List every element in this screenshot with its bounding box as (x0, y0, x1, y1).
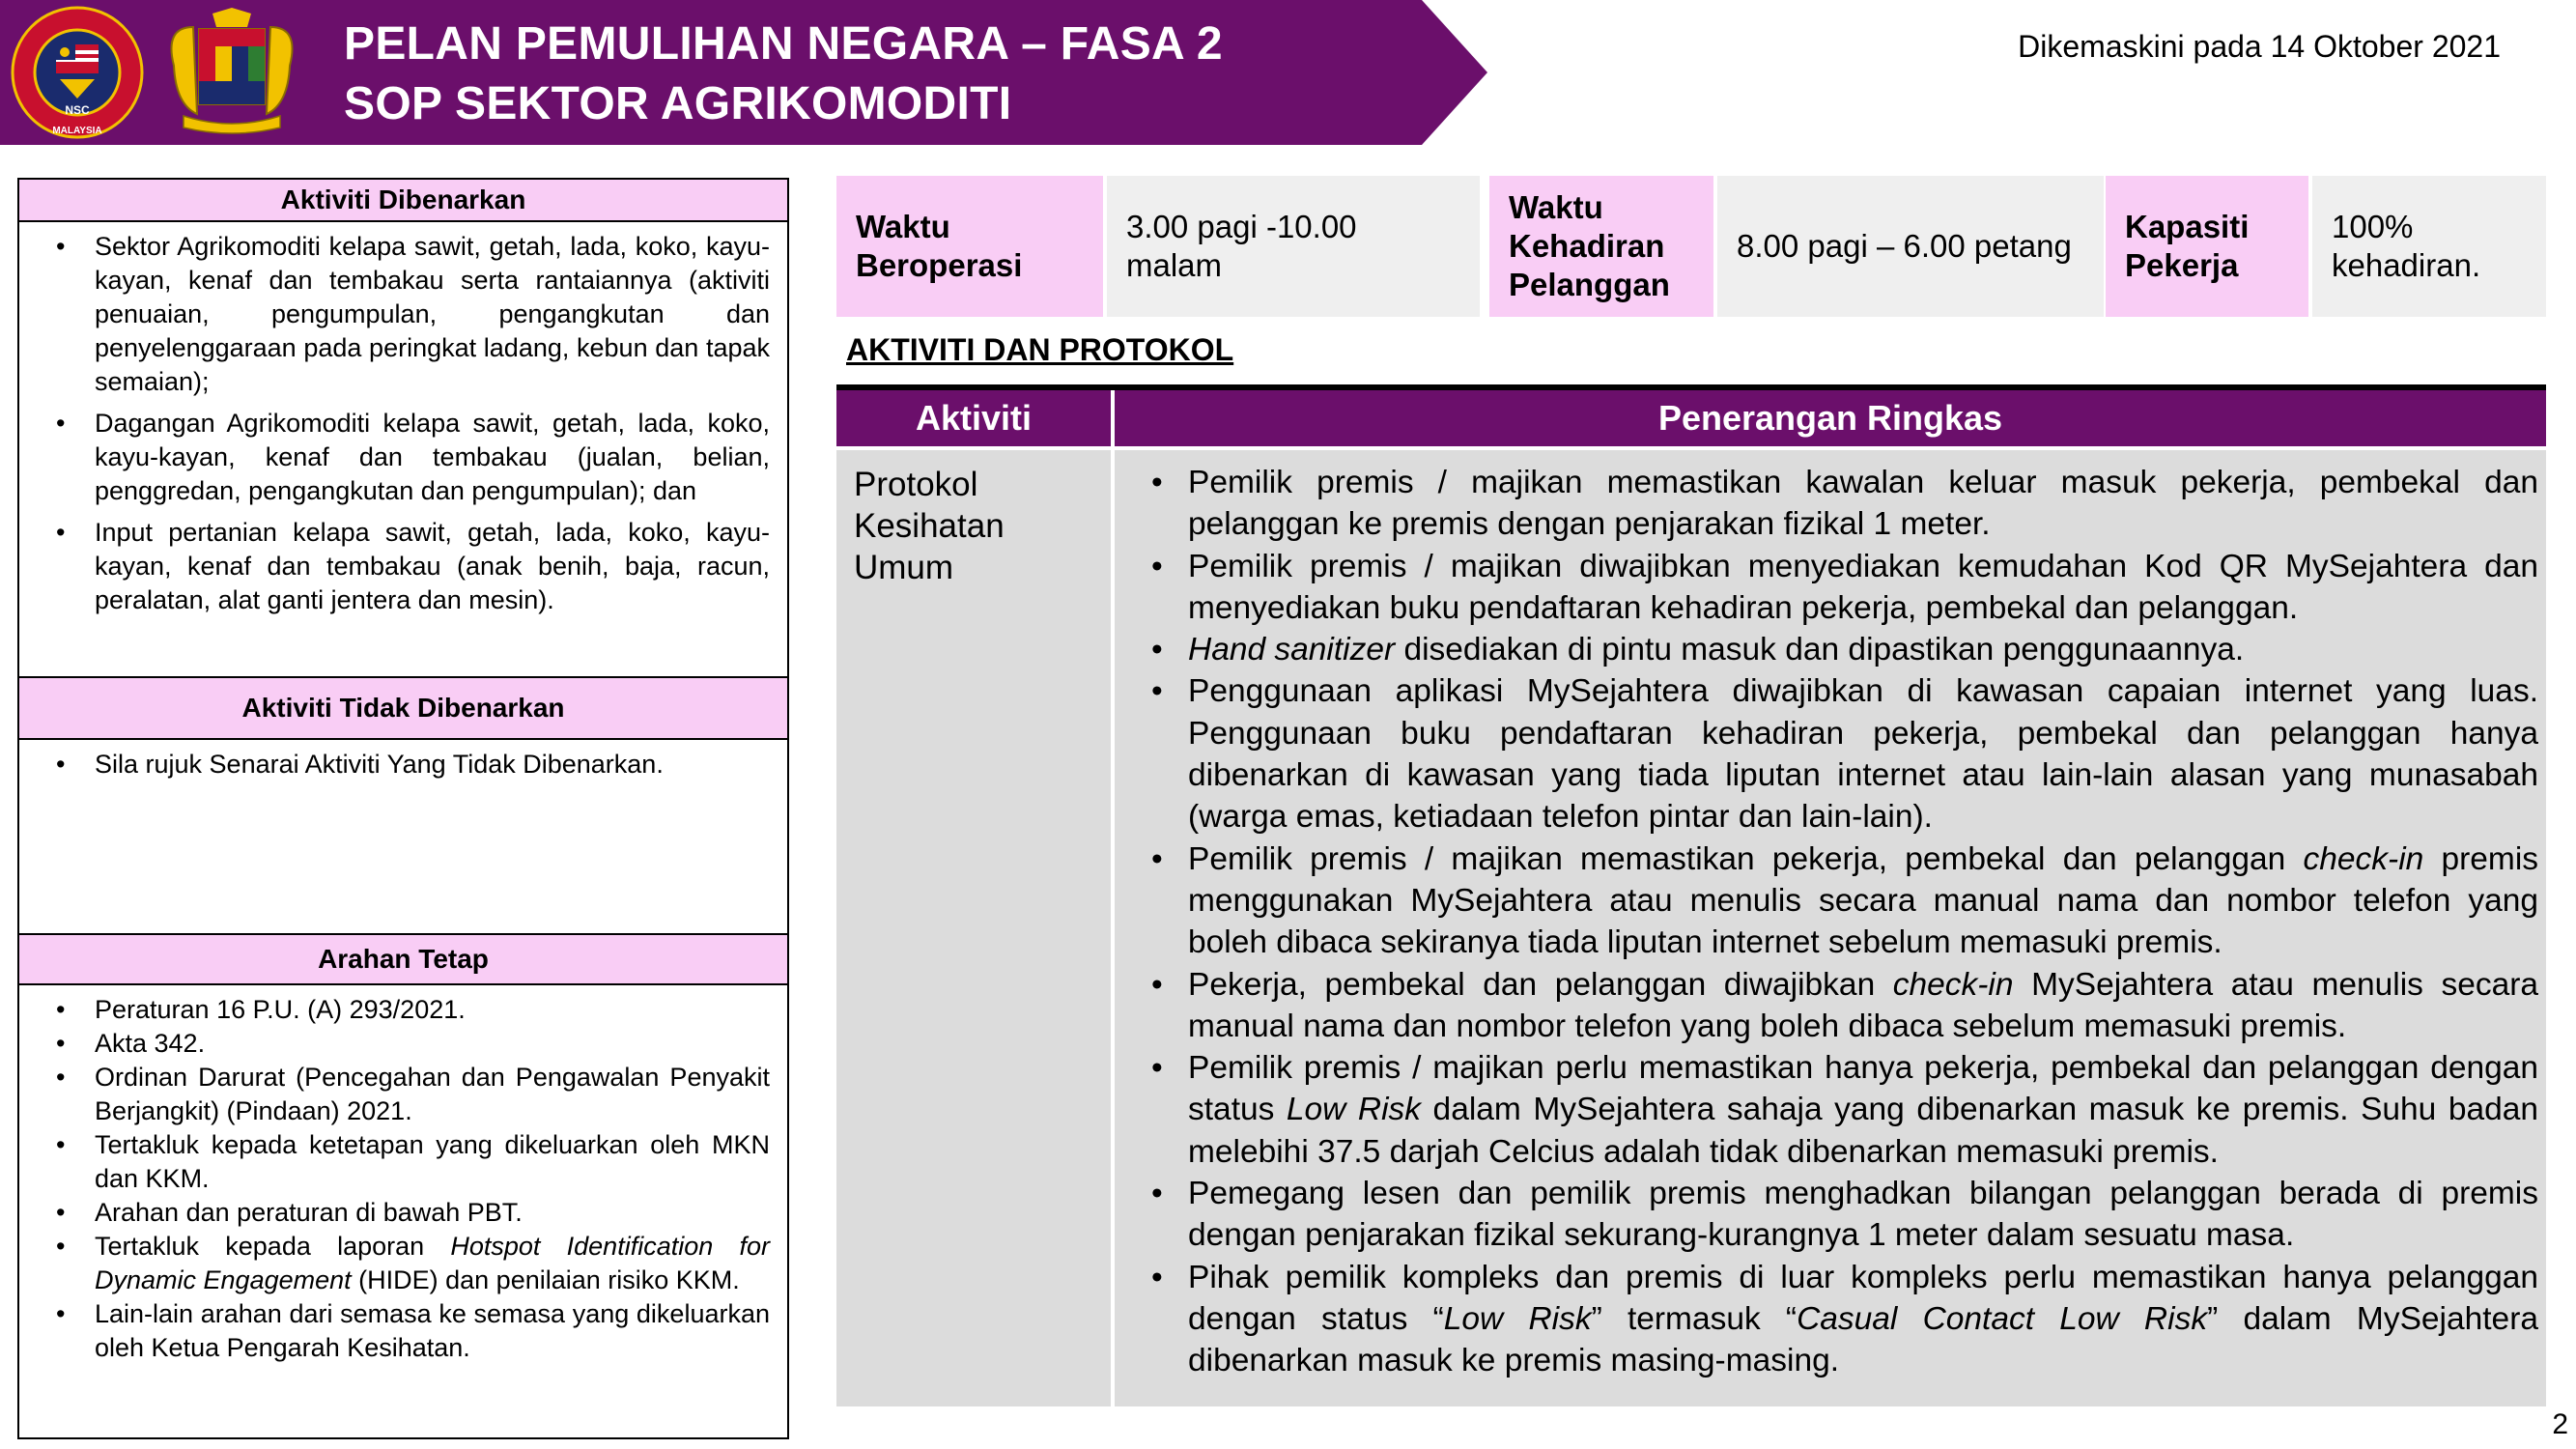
nsc-logo-bottom-text: MALAYSIA (52, 126, 102, 136)
allowed-activities-heading: Aktiviti Dibenarkan (19, 180, 787, 222)
list-item: • Peraturan 16 P.U. (A) 293/2021. (56, 993, 770, 1027)
column-header-description: Penerangan Ringkas (1115, 390, 2546, 446)
not-allowed-activities-list (19, 740, 787, 781)
worker-capacity-value: 100% kehadiran. (2312, 176, 2546, 317)
list-item-text: MySejahtera atau menulis secara manual nama dan nombor telefon yang boleh dibaca sebelum memasuki premis. (1188, 966, 2538, 1044)
list-item-text: ” dalam MySejahtera dibenarkan masuk ke premis masing-masing. (1188, 1300, 2538, 1379)
protocol-list (1115, 462, 2538, 1382)
list-item-emphasis: Low Risk (1443, 1300, 1592, 1337)
malaysia-coat-of-arms-logo (155, 8, 309, 139)
list-item: • Pemilik premis / majikan diwajibkan menyediakan kemudahan Kod QR MySejahtera dan menyediakan buku pendaftaran kehadiran pekerja, pembekal dan pelanggan. (1151, 546, 2538, 630)
list-item: • Input pertanian kelapa sawit, getah, lada, koko, kayu-kayan, kenaf dan tembakau (anak benih, baja, racun, peralatan, alat ganti jentera dan mesin). (56, 516, 770, 617)
standing-orders-box (17, 933, 789, 1439)
list-item-emphasis: check-in (2303, 840, 2424, 877)
list-item: • Pemilik premis / majikan memastikan kawalan keluar masuk pekerja, pembekal dan pelanggan ke premis dengan penjarakan fizikal 1 meter. (1151, 462, 2538, 546)
operating-hours-label: Waktu Beroperasi (836, 176, 1103, 317)
list-item-text: (HIDE) dan penilaian risiko KKM. (351, 1265, 740, 1294)
list-item-emphasis: Hand sanitizer (1188, 632, 1396, 668)
allowed-activities-box (17, 178, 789, 678)
list-item: • Arahan dan peraturan di bawah PBT. (56, 1196, 770, 1230)
allowed-activities-list (19, 222, 787, 617)
standing-orders-list (19, 985, 787, 1365)
list-item-emphasis: Hotspot Identification for Dynamic Engagement (95, 1232, 770, 1294)
list-item (1151, 838, 2538, 964)
list-item: • Lain-lain arahan dari semasa ke semasa yang dikeluarkan oleh Ketua Pengarah Kesihatan. (56, 1297, 770, 1365)
list-item-text: Pekerja, pembekal dan pelanggan diwajibkan (1188, 966, 1893, 1003)
list-item: • Penggunaan aplikasi MySejahtera diwajibkan di kawasan capaian internet yang luas. Penggunaan buku pendaftaran kehadiran pekerja, pembekal dan pelanggan hanya dibenarkan di kawasan yang tiada liputan internet atau lain-lain alasan yang munasabah (warga emas, ketiadaan telefon pintar dan lain-lain). (1151, 670, 2538, 838)
list-item: • Akta 342. (56, 1027, 770, 1061)
list-item: • Sektor Agrikomoditi kelapa sawit, getah, lada, koko, kayu-kayan, kenaf dan tembakau serta rantaiannya (aktiviti penuaian, pengumpulan, pengangkutan dan penyelenggaraan pada peringkat ladang, kebun dan tapak semaian); (56, 230, 770, 399)
list-item-emphasis: Low Risk (1286, 1092, 1422, 1128)
not-allowed-activities-heading: Aktiviti Tidak Dibenarkan (19, 678, 787, 740)
list-item-emphasis: check-in (1892, 966, 2014, 1003)
page-title: PELAN PEMULIHAN NEGARA – FASA 2 (344, 18, 1223, 70)
list-item-text: Pihak pemilik kompleks dan premis di luar kompleks perlu memastikan hanya pelanggan dengan status “ (1188, 1259, 2538, 1337)
list-item (56, 1230, 770, 1297)
list-item-text: Pemilik premis / majikan memastikan pekerja, pembekal dan pelanggan (1188, 840, 2304, 877)
list-item-emphasis: Casual Contact Low Risk (1797, 1300, 2208, 1337)
list-item-text: ” termasuk “ (1591, 1300, 1798, 1337)
customer-hours-label: Waktu Kehadiran Pelanggan (1489, 176, 1713, 317)
last-updated-date: Dikemaskini pada 14 Oktober 2021 (2018, 29, 2501, 64)
list-item-text: premis menggunakan MySejahtera atau menulis secara manual nama dan nombor telefon yang boleh dibaca sekiranya tiada liputan internet sebelum memasuki premis. (1188, 840, 2539, 961)
list-item (1151, 964, 2538, 1048)
column-header-activity: Aktiviti (836, 390, 1111, 446)
list-item (1151, 1047, 2538, 1173)
page-number: 2 (2552, 1408, 2568, 1440)
section-title: AKTIVITI DAN PROTOKOL (846, 332, 1234, 367)
list-item: • Tertakluk kepada ketetapan yang dikeluarkan oleh MKN dan KKM. (56, 1128, 770, 1196)
list-item-text: disediakan di pintu masuk dan dipastikan penggunaannya. (1395, 632, 2245, 668)
list-item (1151, 629, 2538, 670)
nsc-logo-center-text: NSC (65, 103, 90, 117)
standing-orders-heading: Arahan Tetap (19, 935, 787, 985)
list-item: • Pemegang lesen dan pemilik premis menghadkan bilangan pelanggan berada di premis dengan penjarakan fizikal sekurang-kurangnya 1 meter dalam sesuatu masa. (1151, 1173, 2538, 1257)
list-item-text: Tertakluk kepada laporan (95, 1232, 451, 1261)
header-underline (0, 141, 155, 145)
list-item: • Ordinan Darurat (Pencegahan dan Pengawalan Penyakit Berjangkit) (Pindaan) 2021. (56, 1061, 770, 1128)
nsc-logo (6, 6, 149, 139)
customer-hours-value: 8.00 pagi – 6.00 petang (1717, 176, 2104, 317)
not-allowed-activities-box (17, 676, 789, 935)
list-item: • Sila rujuk Senarai Aktiviti Yang Tidak Dibenarkan. (56, 748, 770, 781)
list-item-text: dalam MySejahtera sahaja yang dibenarkan masuk ke premis. Suhu badan melebihi 37.5 darjah Celcius adalah tidak dibenarkan memasuki premis. (1188, 1092, 2538, 1170)
list-item (1151, 1257, 2538, 1382)
worker-capacity-label: Kapasiti Pekerja (2106, 176, 2308, 317)
activity-cell: Protokol Kesihatan Umum (836, 450, 1111, 1406)
operating-hours-value: 3.00 pagi -10.00 malam (1107, 176, 1480, 317)
page-subtitle: SOP SEKTOR AGRIKOMODITI (344, 78, 1012, 129)
description-cell (1115, 450, 2546, 1406)
list-item: • Dagangan Agrikomoditi kelapa sawit, getah, lada, koko, kayu-kayan, kenaf dan tembakau (jualan, belian, penggredan, pengangkutan dan pengumpulan); dan (56, 407, 770, 508)
list-item-text: Pemilik premis / majikan perlu memastikan hanya pekerja, pembekal dan pelanggan dengan status (1188, 1050, 2538, 1128)
